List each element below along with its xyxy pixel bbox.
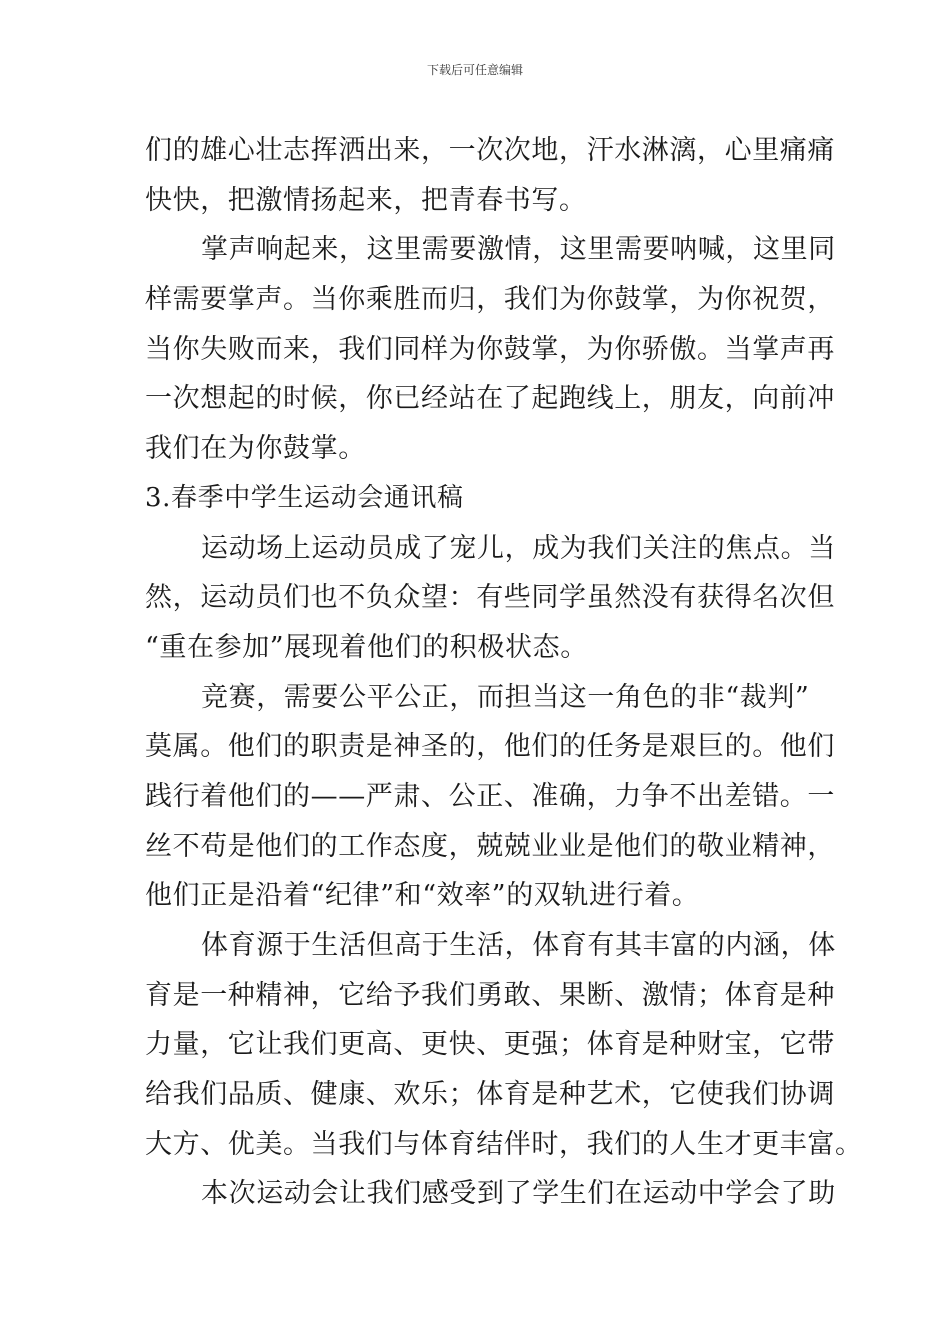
text-line: 一次想起的时候，你已经站在了起跑线上，朋友，向前冲 bbox=[145, 383, 835, 415]
document-body bbox=[145, 126, 863, 1219]
text-line: 丝不苟是他们的工作态度，兢兢业业是他们的敬业精神， bbox=[145, 830, 835, 862]
text-line: 莫属。他们的职责是神圣的，他们的任务是艰巨的。他们 bbox=[145, 731, 835, 763]
text-line: 样需要掌声。当你乘胜而归，我们为你鼓掌，为你祝贺， bbox=[145, 284, 835, 316]
paragraph-start-line: 体育源于生活但高于生活，体育有其丰富的内涵，体 bbox=[201, 930, 836, 961]
text-line: 他们正是沿着“纪律”和“效率”的双轨进行着。 bbox=[145, 880, 700, 912]
paragraph-start-line: 掌声响起来，这里需要激情，这里需要呐喊，这里同 bbox=[201, 234, 836, 266]
paragraph-start-line: 本次运动会让我们感受到了学生们在运动中学会了助 bbox=[201, 1178, 836, 1210]
text-line: 快快，把激情扬起来，把青春书写。 bbox=[145, 184, 587, 216]
text-line: 当你失败而来，我们同样为你鼓掌，为你骄傲。当掌声再 bbox=[145, 333, 835, 365]
text-line: 然，运动员们也不负众望：有些同学虽然没有获得名次但 bbox=[145, 582, 835, 614]
paragraph-start-line: 竞赛，需要公平公正，而担当这一角色的非“裁判” bbox=[201, 681, 810, 713]
text-line: “重在参加”展现着他们的积极状态。 bbox=[145, 631, 588, 663]
text-line: 大方、优美。当我们与体育结伴时，我们的人生才更丰富。 bbox=[145, 1128, 863, 1160]
text-line: 力量，它让我们更高、更快、更强；体育是种财宝，它带 bbox=[145, 1029, 835, 1061]
text-line: 育是一种精神，它给予我们勇敢、果断、激情；体育是种 bbox=[145, 979, 835, 1011]
text-line: 践行着他们的——严肃、公正、准确，力争不出差错。一 bbox=[145, 780, 835, 812]
text-line: 我们在为你鼓掌。 bbox=[145, 433, 366, 465]
page-header: 下载后可任意编辑 bbox=[426, 63, 523, 77]
section-heading: 3.春季中学生运动会通讯稿 bbox=[145, 482, 464, 513]
text-line: 们的雄心壮志挥洒出来，一次次地，汗水淋漓，心里痛痛 bbox=[145, 135, 835, 166]
paragraph-start-line: 运动场上运动员成了宠儿，成为我们关注的焦点。当 bbox=[201, 532, 836, 564]
text-line: 给我们品质、健康、欢乐；体育是种艺术，它使我们协调 bbox=[145, 1079, 835, 1111]
